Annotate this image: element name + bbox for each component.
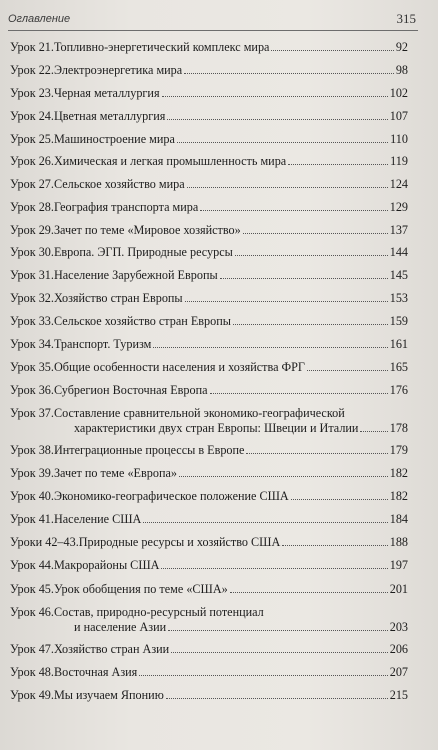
lesson-title: Составление сравнительной экономико-географической xyxy=(53,406,345,420)
page-reference: 98 xyxy=(395,63,408,77)
lesson-number: Урок 26. xyxy=(10,154,54,168)
toc-entry xyxy=(10,291,408,306)
toc-entry xyxy=(10,314,408,329)
page-reference: 153 xyxy=(389,291,408,305)
lesson-title: Мы изучаем Японию xyxy=(53,688,164,702)
lesson-title: Хозяйство стран Азии xyxy=(53,642,170,656)
page-reference: 145 xyxy=(389,268,408,282)
lesson-title: Зачет по теме «Европа» xyxy=(53,466,177,480)
dot-leader xyxy=(179,476,388,477)
lesson-number: Урок 36. xyxy=(10,383,54,397)
lesson-number: Урок 48. xyxy=(10,665,54,679)
toc-entry xyxy=(10,665,408,680)
toc-entry xyxy=(10,245,408,260)
lesson-number: Урок 41. xyxy=(10,512,54,526)
lesson-title: Зачет по теме «Мировое хозяйство» xyxy=(53,223,241,237)
page-reference: 176 xyxy=(389,383,408,397)
page-reference: 188 xyxy=(389,535,408,549)
page-reference: 179 xyxy=(389,443,408,457)
page-reference: 215 xyxy=(389,688,408,702)
toc-entry xyxy=(10,582,408,597)
dot-leader xyxy=(233,324,388,325)
dot-leader xyxy=(246,453,387,454)
page-reference: 207 xyxy=(389,665,408,679)
lesson-number: Урок 47. xyxy=(10,642,54,656)
toc-entry xyxy=(10,200,408,215)
page-reference: 206 xyxy=(389,642,408,656)
page-reference: 161 xyxy=(389,337,408,351)
lesson-number: Уроки 42–43. xyxy=(10,535,79,549)
lesson-title: Топливно-энергетический комплекс мира xyxy=(53,40,270,54)
lesson-number: Урок 35. xyxy=(10,360,54,374)
page-reference: 182 xyxy=(389,466,408,480)
toc-entry xyxy=(10,443,408,458)
lesson-number: Урок 45. xyxy=(10,582,54,596)
toc-entry xyxy=(10,40,408,55)
section-title: Оглавление xyxy=(8,13,71,25)
page-reference: 165 xyxy=(389,360,408,374)
lesson-number: Урок 44. xyxy=(10,558,54,572)
page-reference: 184 xyxy=(389,512,408,526)
toc-entry xyxy=(10,268,408,283)
toc-entry xyxy=(10,177,408,192)
toc-entry xyxy=(10,223,408,238)
lesson-number: Урок 37. xyxy=(10,406,54,420)
lesson-title: Черная металлургия xyxy=(53,86,160,100)
lesson-title: Население США xyxy=(53,512,142,526)
lesson-number: Урок 38. xyxy=(10,443,54,457)
toc-entry xyxy=(10,535,408,550)
dot-leader xyxy=(230,592,388,593)
page-reference: 124 xyxy=(389,177,408,191)
lesson-number: Урок 33. xyxy=(10,314,54,328)
dot-leader xyxy=(220,278,388,279)
toc-entry xyxy=(10,86,408,101)
dot-leader xyxy=(166,698,388,699)
lesson-title: Транспорт. Туризм xyxy=(53,337,152,351)
lesson-title-continued: и население Азии xyxy=(74,620,167,634)
dot-leader xyxy=(171,652,388,653)
dot-leader xyxy=(271,50,393,51)
dot-leader xyxy=(187,187,388,188)
dot-leader xyxy=(185,301,388,302)
lesson-number: Урок 28. xyxy=(10,200,54,214)
lesson-number: Урок 40. xyxy=(10,489,54,503)
dot-leader xyxy=(177,142,388,143)
lesson-title: Субрегион Восточная Европа xyxy=(53,383,208,397)
toc-entry xyxy=(10,337,408,352)
lesson-title: Машиностроение мира xyxy=(53,132,175,146)
lesson-number: Урок 22. xyxy=(10,63,54,77)
page-number: 315 xyxy=(396,11,416,26)
page-reference: 119 xyxy=(390,154,408,168)
toc-entry xyxy=(10,489,408,504)
lesson-number: Урок 23. xyxy=(10,86,54,100)
dot-leader xyxy=(161,568,387,569)
page-reference: 107 xyxy=(389,109,408,123)
lesson-title: Хозяйство стран Европы xyxy=(53,291,183,305)
toc-entry xyxy=(10,383,408,398)
page-reference: 92 xyxy=(395,40,408,54)
lesson-number: Урок 31. xyxy=(10,268,54,282)
toc-entry xyxy=(10,558,408,573)
page-reference: 201 xyxy=(389,582,408,596)
dot-leader xyxy=(153,347,387,348)
lesson-title: Экономико-географическое положение США xyxy=(53,489,289,503)
dot-leader xyxy=(162,96,388,97)
page-reference: 159 xyxy=(389,314,408,328)
page-reference: 110 xyxy=(390,132,408,146)
lesson-title: Цветная металлургия xyxy=(53,109,166,123)
toc-entry xyxy=(10,406,408,436)
page-reference: 197 xyxy=(389,558,408,572)
lesson-number: Урок 32. xyxy=(10,291,54,305)
lesson-title: География транспорта мира xyxy=(53,200,199,214)
dot-leader xyxy=(291,499,388,500)
toc-entry xyxy=(10,360,408,375)
dot-leader xyxy=(168,630,388,631)
lesson-number: Урок 30. xyxy=(10,245,54,259)
page-reference: 137 xyxy=(389,223,408,237)
dot-leader xyxy=(307,370,388,371)
lesson-number: Урок 21. xyxy=(10,40,54,54)
toc-entry xyxy=(10,512,408,527)
lesson-title: Общие особенности населения и хозяйства ФРГ xyxy=(53,360,305,374)
dot-leader xyxy=(210,393,388,394)
lesson-title: Европа. ЭГП. Природные ресурсы xyxy=(53,245,233,259)
toc-entry xyxy=(10,466,408,481)
dot-leader xyxy=(360,431,387,432)
toc-entry xyxy=(10,154,408,169)
page-reference: 182 xyxy=(389,489,408,503)
lesson-title: Сельское хозяйство мира xyxy=(53,177,185,191)
dot-leader xyxy=(139,675,387,676)
dot-leader xyxy=(288,164,388,165)
dot-leader xyxy=(143,522,387,523)
lesson-title: Сельское хозяйство стран Европы xyxy=(53,314,231,328)
lesson-title: Восточная Азия xyxy=(53,665,138,679)
lesson-number: Урок 49. xyxy=(10,688,54,702)
lesson-title: Урок обобщения по теме «США» xyxy=(53,582,228,596)
lesson-number: Урок 39. xyxy=(10,466,54,480)
lesson-number: Урок 34. xyxy=(10,337,54,351)
page-reference: 178 xyxy=(389,421,408,435)
dot-leader xyxy=(282,545,387,546)
lesson-title: Макрорайоны США xyxy=(53,558,160,572)
lesson-title: Химическая и легкая промышленность мира xyxy=(53,154,287,168)
toc-entry xyxy=(10,642,408,657)
lesson-title: Население Зарубежной Европы xyxy=(53,268,218,282)
lesson-title-continued: характеристики двух стран Европы: Швеции и Италии xyxy=(74,421,359,435)
dot-leader xyxy=(243,233,388,234)
lesson-number: Урок 29. xyxy=(10,223,54,237)
toc-entry xyxy=(10,688,408,703)
lesson-number: Урок 24. xyxy=(10,109,54,123)
lesson-title: Электроэнергетика мира xyxy=(53,63,183,77)
lesson-title: Интеграционные процессы в Европе xyxy=(53,443,245,457)
lesson-title: Состав, природно-ресурсный потенциал xyxy=(53,605,264,619)
page-reference: 144 xyxy=(389,245,408,259)
toc-entry xyxy=(10,605,408,635)
toc-entry xyxy=(10,132,408,147)
dot-leader xyxy=(167,119,387,120)
toc-entry xyxy=(10,109,408,124)
running-header xyxy=(8,10,418,31)
toc-entry xyxy=(10,63,408,78)
page-reference: 102 xyxy=(389,86,408,100)
lesson-title: Природные ресурсы и хозяйство США xyxy=(78,535,281,549)
lesson-number: Урок 25. xyxy=(10,132,54,146)
dot-leader xyxy=(235,255,388,256)
page-reference: 129 xyxy=(389,200,408,214)
lesson-number: Урок 27. xyxy=(10,177,54,191)
page-reference: 203 xyxy=(389,620,408,634)
dot-leader xyxy=(184,73,394,74)
lesson-number: Урок 46. xyxy=(10,605,54,619)
dot-leader xyxy=(200,210,387,211)
